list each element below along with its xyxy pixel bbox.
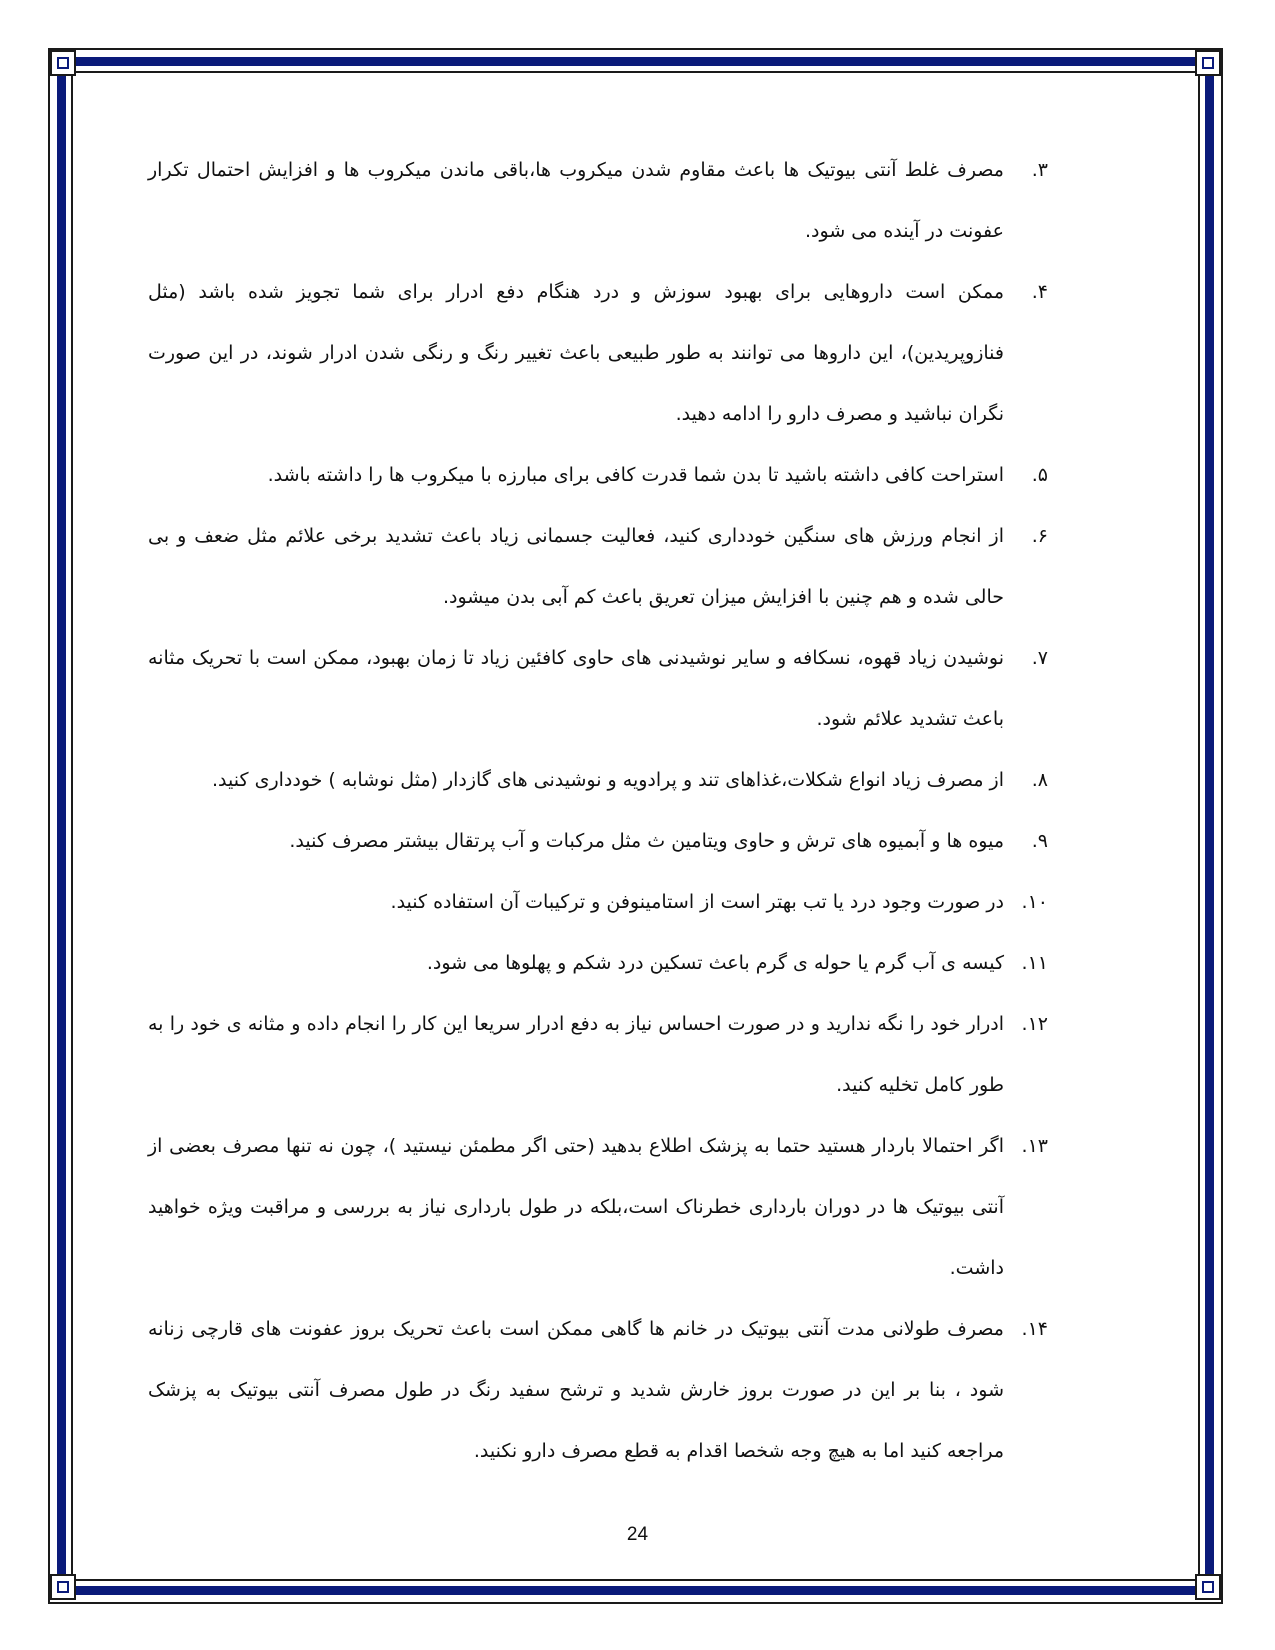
list-item <box>148 1116 1048 1299</box>
frame-corner-ornament <box>50 50 76 76</box>
list-item-number: ۶. <box>1031 525 1048 547</box>
list-item-number: ۱۱. <box>1021 952 1048 974</box>
list-item <box>148 628 1048 750</box>
list-item-text: کیسه ی آب گرم یا حوله ی گرم باعث تسکین درد شکم و پهلوها می شود. <box>426 952 1004 974</box>
list-item <box>148 1299 1048 1482</box>
list-item <box>148 994 1048 1116</box>
list-item-text: در صورت وجود درد یا تب بهتر است از استامینوفن و ترکیبات آن استفاده کنید. <box>390 891 1004 913</box>
list-item-text: نوشیدن زیاد قهوه، نسکافه و سایر نوشیدنی های حاوی کافئین زیاد تا زمان بهبود، ممکن است با تحریک مثانه باعث تشدید علائم شود. <box>148 647 1004 730</box>
list-item <box>148 933 1048 994</box>
list-item-number: ۵. <box>1031 464 1048 486</box>
frame-corner-ornament <box>50 1574 76 1600</box>
list-item-number: ۱۳. <box>1021 1135 1048 1157</box>
frame-corner-ornament <box>1195 50 1221 76</box>
list-item <box>148 445 1048 506</box>
list-item-number: ۳. <box>1031 159 1048 181</box>
numbered-list <box>148 140 1048 1482</box>
list-item <box>148 140 1048 262</box>
list-item-number: ۱۲. <box>1021 1013 1048 1035</box>
list-item-text: میوه ها و آبمیوه های ترش و حاوی ویتامین ث مثل مرکبات و آب پرتقال بیشتر مصرف کنید. <box>289 830 1004 852</box>
list-item-text: اگر احتمالا باردار هستید حتما به پزشک اطلاع بدهید (حتی اگر مطمئن نیستید )، چون نه تنها مصرف بعضی از آنتی بیوتیک ها در دوران بارداری خطرناک است،بلکه در طول بارداری نیاز به بررسی و مراقبت ویژه خواهید داشت. <box>148 1135 1004 1279</box>
list-item-text: از انجام ورزش های سنگین خودداری کنید، فعالیت جسمانی زیاد باعث تشدید برخی علائم مثل ضعف و بی حالی شده و هم چنین با افزایش میزان تعریق باعث کم آبی بدن میشود. <box>148 525 1004 608</box>
list-item <box>148 872 1048 933</box>
list-item-number: ۱۴. <box>1021 1318 1048 1340</box>
list-item-text: مصرف غلط آنتی بیوتیک ها باعث مقاوم شدن میکروب ها،باقی ماندن میکروب ها و افزایش احتمال تکرار عفونت در آینده می شود. <box>148 159 1004 242</box>
page-number: 24 <box>626 1524 649 1545</box>
list-item-text: مصرف طولانی مدت آنتی بیوتیک در خانم ها گاهی ممکن است باعث تحریک بروز عفونت های قارچی زنانه شود ، بنا بر این در صورت بروز خارش شدید و ترشح سفید رنگ در طول مصرف آنتی بیوتیک به پزشک مراجعه کنید اما به هیچ وجه شخصا اقدام به قطع مصرف دارو نکنید. <box>148 1318 1004 1462</box>
list-item-text: از مصرف زیاد انواع شکلات،غذاهای تند و پرادویه و نوشیدنی های گازدار (مثل نوشابه ) خودداری کنید. <box>212 769 1004 791</box>
list-item-text: استراحت کافی داشته باشید تا بدن شما قدرت کافی برای مبارزه با میکروب ها را داشته باشد. <box>267 464 1004 486</box>
list-item <box>148 506 1048 628</box>
list-item <box>148 811 1048 872</box>
frame-corner-ornament <box>1195 1574 1221 1600</box>
list-item-number: ۴. <box>1031 281 1048 303</box>
list-item-number: ۷. <box>1031 647 1048 669</box>
list-item <box>148 262 1048 445</box>
list-item-number: ۸. <box>1031 769 1048 791</box>
list-item-text: ممکن است داروهایی برای بهبود سوزش و درد هنگام دفع ادرار برای شما تجویز شده باشد (مثل فنازوپریدین)، این داروها می توانند به طور طبیعی باعث تغییر رنگ و رنگی شدن ادرار شوند، در این صورت نگران نباشید و مصرف دارو را ادامه دهید. <box>148 281 1004 425</box>
list-item-number: ۹. <box>1031 830 1048 852</box>
list-item-number: ۱۰. <box>1021 891 1048 913</box>
list-item <box>148 750 1048 811</box>
list-item-text: ادرار خود را نگه ندارید و در صورت احساس نیاز به دفع ادرار سریعا این کار را انجام داده و مثانه ی خود را به طور کامل تخلیه کنید. <box>148 1013 1004 1096</box>
